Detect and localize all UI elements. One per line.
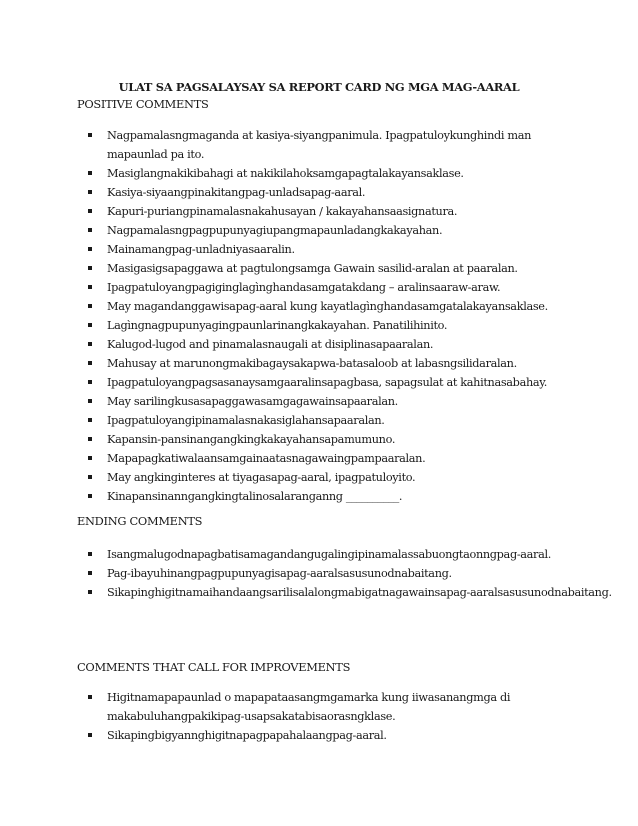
list-item-text: Kasiya-siyaangpinakitangpag-unladsapag-aaral. bbox=[107, 186, 366, 199]
list-item-text: May magandanggawisapag-aaral kung kayatlagìnghandasamgatalakayansaklase. bbox=[107, 300, 548, 313]
improvement-comments-list bbox=[0, 688, 638, 745]
list-item bbox=[0, 240, 638, 259]
list-item bbox=[0, 259, 638, 278]
bullet-icon bbox=[88, 323, 92, 327]
list-item bbox=[0, 183, 638, 202]
list-item-text: Lagìngnagpupunyagingpaunlarinangkakayahan. Panatilihinito. bbox=[107, 319, 448, 332]
bullet-icon bbox=[88, 361, 92, 365]
list-item-text: Masiglangnakikibahagi at nakikilahoksamgapagtalakayansaklase. bbox=[107, 167, 464, 180]
list-item bbox=[0, 545, 638, 564]
list-item-text: Isangmalugodnapagbatisamagandangugalingipinamalassabuongtaonngpag-aaral. bbox=[107, 548, 551, 561]
list-item-text: Nagpamalasngpagpupunyagiupangmapaunladangkakayahan. bbox=[107, 224, 443, 237]
section-heading-positive: POSITIVE COMMENTS bbox=[77, 97, 209, 111]
list-item bbox=[0, 164, 638, 183]
list-item-text: Sikapingbigyannghigitnapagpapahalaangpag-aaral. bbox=[107, 729, 387, 742]
list-item bbox=[0, 373, 638, 392]
document-title: ULAT SA PAGSALAYSAY SA REPORT CARD NG MGA MAG-AARAL bbox=[118, 80, 520, 94]
ending-comments-list bbox=[0, 545, 638, 602]
list-item-text: Kinapansinanngangkingtalinosalaranganng __________. bbox=[107, 490, 403, 503]
list-item-text: Mahusay at marunongmakibagaysakapwa-batasaloob at labasngsilidaralan. bbox=[107, 357, 517, 370]
bullet-icon bbox=[88, 571, 92, 575]
list-item-text: Nagpamalasngmaganda at kasiya-siyangpanimula. Ipagpatuloykunghindi man mapaunlad pa ito. bbox=[107, 129, 532, 161]
list-item bbox=[0, 583, 638, 602]
list-item-text: May sarilingkusasapaggawasamgagawainsapaaralan. bbox=[107, 395, 398, 408]
list-item bbox=[0, 221, 638, 240]
bullet-icon bbox=[88, 228, 92, 232]
list-item bbox=[0, 430, 638, 449]
list-item bbox=[0, 335, 638, 354]
bullet-icon bbox=[88, 209, 92, 213]
list-item-text: Sikapinghigitnamaihandaangsarilisalalongmabigatnagawainsapag-aaralsasusunodnabaitang. bbox=[107, 586, 612, 599]
list-item-text: Pag-ibayuhinangpagpupunyagisapag-aaralsasusunodnabaitang. bbox=[107, 567, 452, 580]
list-item bbox=[0, 354, 638, 373]
list-item bbox=[0, 202, 638, 221]
bullet-icon bbox=[88, 133, 92, 137]
list-item bbox=[0, 449, 638, 468]
positive-comments-list bbox=[0, 126, 638, 506]
list-item bbox=[0, 468, 638, 487]
bullet-icon bbox=[88, 171, 92, 175]
list-item-text: Kalugod-lugod and pinamalasnaugali at disiplinasapaaralan. bbox=[107, 338, 434, 351]
bullet-icon bbox=[88, 380, 92, 384]
list-item bbox=[0, 688, 562, 726]
list-item bbox=[0, 487, 638, 506]
list-item-text: Kapansin-pansinangangkingkakayahansapamumuno. bbox=[107, 433, 396, 446]
bullet-icon bbox=[88, 590, 92, 594]
list-item bbox=[0, 126, 562, 164]
bullet-icon bbox=[88, 456, 92, 460]
list-item bbox=[0, 564, 638, 583]
bullet-icon bbox=[88, 552, 92, 556]
bullet-icon bbox=[88, 399, 92, 403]
list-item-text: May angkinginteres at tiyagasapag-aaral, ipagpatuloyito. bbox=[107, 471, 416, 484]
list-item-text: Ipagpatuloyangipinamalasnakasiglahansapaaralan. bbox=[107, 414, 385, 427]
bullet-icon bbox=[88, 475, 92, 479]
bullet-icon bbox=[88, 247, 92, 251]
list-item bbox=[0, 411, 638, 430]
bullet-icon bbox=[88, 266, 92, 270]
list-item bbox=[0, 278, 638, 297]
list-item-text: Ipagpatuloyangpagsasanaysamgaaralinsapagbasa, sapagsulat at kahitnasabahay. bbox=[107, 376, 548, 389]
list-item bbox=[0, 392, 638, 411]
section-heading-ending: ENDING COMMENTS bbox=[77, 514, 203, 528]
list-item-text: Mainamangpag-unladniyasaaralin. bbox=[107, 243, 295, 256]
list-item bbox=[0, 297, 638, 316]
list-item bbox=[0, 726, 638, 745]
section-heading-improvements: COMMENTS THAT CALL FOR IMPROVEMENTS bbox=[77, 660, 351, 674]
bullet-icon bbox=[88, 285, 92, 289]
list-item-text: Higitnamapapaunlad o mapapataasangmgamarka kung iiwasanangmga di makabuluhangpakikipag-usapsakatabisaorasngklase. bbox=[107, 691, 511, 723]
bullet-icon bbox=[88, 733, 92, 737]
list-item bbox=[0, 316, 638, 335]
bullet-icon bbox=[88, 190, 92, 194]
list-item-text: Ipagpatuloyangpagiginglagìnghandasamgatakdang – aralinsaaraw-araw. bbox=[107, 281, 501, 294]
list-item-text: Masigasigsapaggawa at pagtulongsamga Gawain sasilid-aralan at paaralan. bbox=[107, 262, 518, 275]
bullet-icon bbox=[88, 418, 92, 422]
list-item-text: Mapapagkatiwalaansamgainaatasnagawaingpampaaralan. bbox=[107, 452, 426, 465]
bullet-icon bbox=[88, 494, 92, 498]
bullet-icon bbox=[88, 304, 92, 308]
bullet-icon bbox=[88, 695, 92, 699]
bullet-icon bbox=[88, 342, 92, 346]
list-item-text: Kapuri-puriangpinamalasnakahusayan / kakayahansaasignatura. bbox=[107, 205, 458, 218]
bullet-icon bbox=[88, 437, 92, 441]
